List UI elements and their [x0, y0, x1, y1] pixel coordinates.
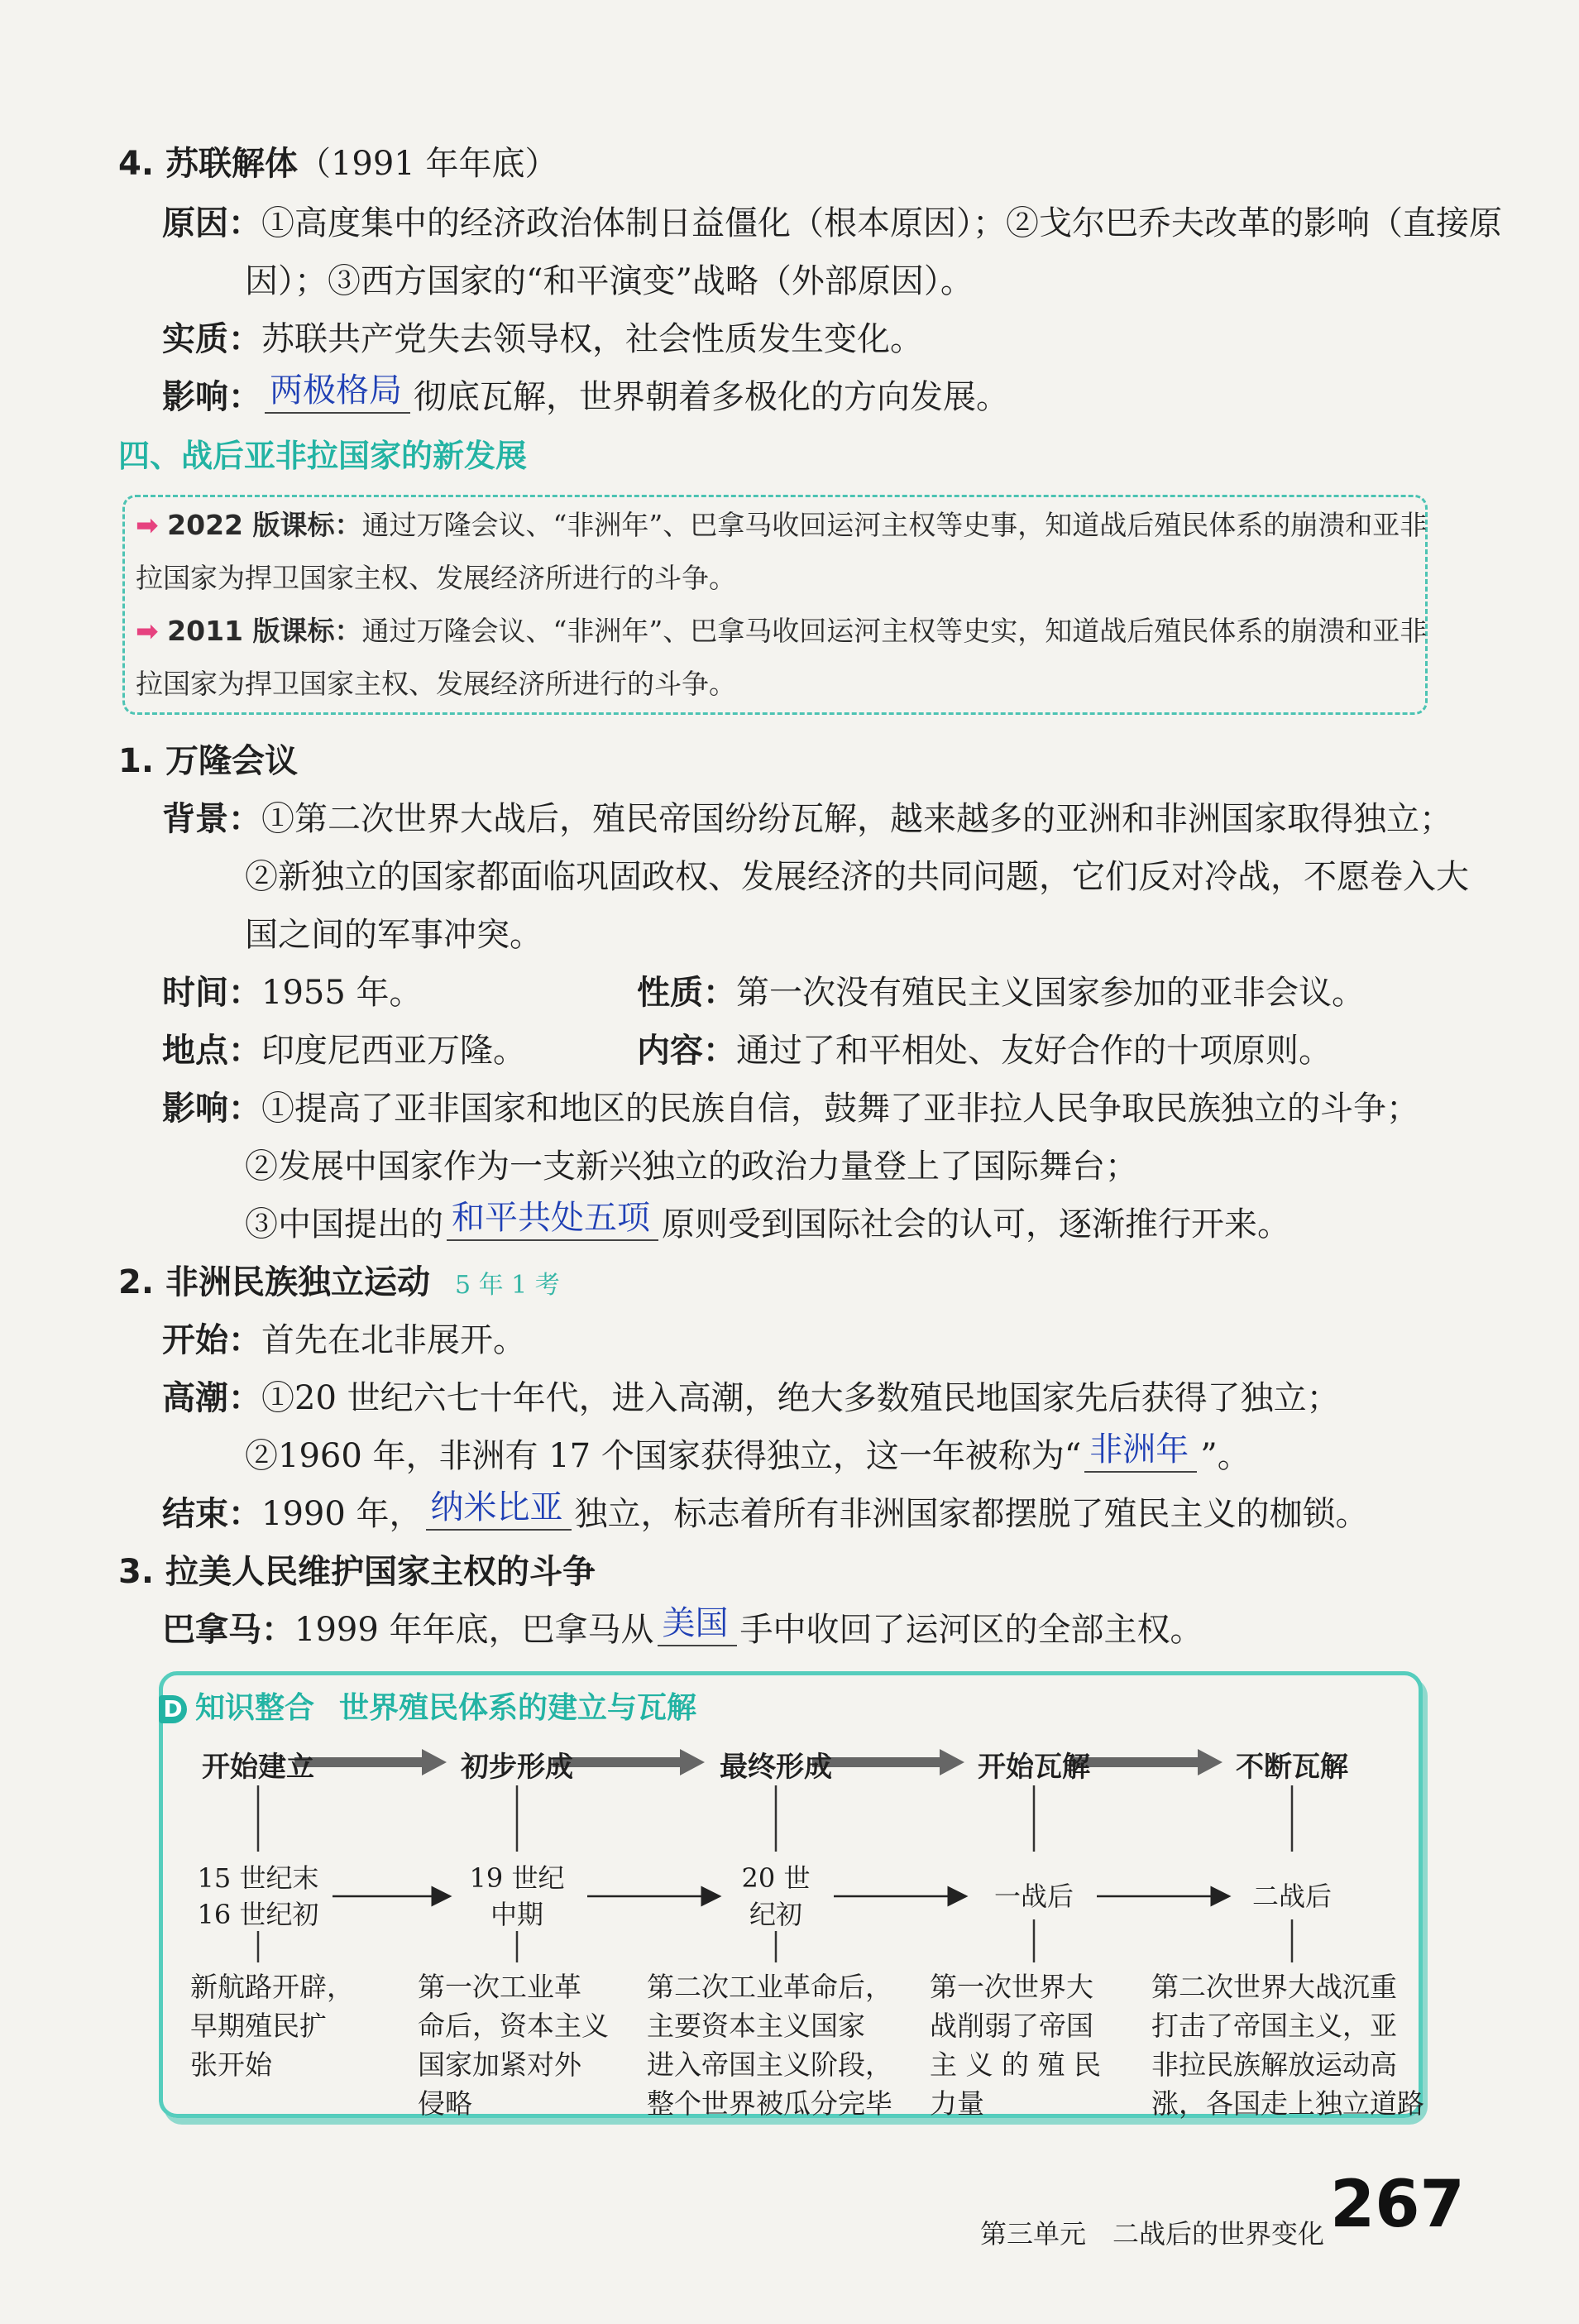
stage-desc-1: [190, 1967, 354, 2084]
s4-heading-note: （1991 年年底）: [297, 145, 558, 183]
s2-end-answer: 纳米比亚: [426, 1486, 572, 1531]
stage-desc-2-line: 侵略: [418, 2087, 472, 2120]
stage-desc-1-line: 张开始: [190, 2048, 272, 2081]
stage-arrow: [812, 1749, 964, 1775]
stage-name-4: 开始瓦解: [978, 1751, 1090, 1784]
stage-desc-4-line: 第一次世界大: [930, 1971, 1093, 2003]
s4-cause-text-1: ①高度集中的经济政治体制日益僵化（根本原因）；②戈尔巴乔夫改革的影响（直接原: [261, 204, 1502, 242]
s2-start-text: 首先在北非展开。: [261, 1321, 526, 1359]
std-2022-text-1: 通过万隆会议、“非洲年”、巴拿马收回运河主权等史事，知道战后殖民体系的崩溃和亚非: [361, 509, 1428, 541]
s1-nature-label: 性质：: [637, 974, 736, 1012]
s3-panama-label: 巴拿马：: [162, 1611, 294, 1649]
std-2011-label: 2011 版课标：: [167, 615, 362, 647]
arrow-right-icon: ➡: [136, 509, 159, 541]
s3-heading: 3. 拉美人民维护国家主权的斗争: [118, 1553, 596, 1591]
s1-impact-text-3-pre: ③中国提出的: [245, 1205, 443, 1243]
stage-desc-3: [647, 1967, 892, 2123]
stage-time-3a: 20 世: [741, 1862, 811, 1894]
s2-climax-text-1: ①20 世纪六七十年代，进入高潮，绝大多数殖民地国家先后获得了独立；: [261, 1379, 1340, 1417]
s4-heading: 4. 苏联解体: [118, 145, 298, 183]
std-2011-text-1: 通过万隆会议、“非洲年”、巴拿马收回运河主权等史实，知道战后殖民体系的崩溃和亚非: [361, 615, 1428, 647]
s4-essence-label: 实质：: [162, 320, 261, 358]
s1-impact-text-2: ②发展中国家作为一支新兴独立的政治力量登上了国际舞台；: [245, 1148, 1138, 1186]
stage-name-5: 不断瓦解: [1236, 1751, 1348, 1784]
stage-desc-3-line: 进入帝国主义阶段，: [647, 2048, 892, 2081]
stage-desc-5-line: 第二次世界大战沉重: [1151, 1971, 1397, 2003]
s1-impact-answer: 和平共处五项: [447, 1196, 658, 1241]
s4-cause-text-2: 因）；③西方国家的“和平演变”战略（外部原因）。: [245, 262, 974, 300]
s2-end-label: 结束：: [162, 1495, 261, 1533]
stage-name-1: 开始建立: [202, 1751, 314, 1784]
s1-time-label: 时间：: [162, 974, 261, 1012]
stage-desc-2-line: 国家加紧对外: [418, 2048, 581, 2081]
s2-end-text-pre: 1990 年，: [261, 1495, 423, 1533]
s3-panama-text-post: 手中收回了运河区的全部主权。: [739, 1611, 1203, 1649]
stage-desc-2: [418, 1967, 609, 2123]
s1-content-label: 内容：: [637, 1032, 736, 1070]
exam-frequency-note: 5 年 1 考: [454, 1271, 560, 1300]
s4-impact-text: 彻底瓦解，世界朝着多极化的方向发展。: [414, 378, 1009, 416]
stage-desc-4: [930, 1967, 1101, 2123]
s3-panama-text-pre: 1999 年年底，巴拿马从: [294, 1611, 654, 1649]
stage-desc-1-line: 早期殖民扩: [190, 2010, 327, 2042]
stage-desc-2-line: 命后，资本主义: [418, 2010, 609, 2042]
stage-time-2: [451, 1860, 583, 1933]
s1-impact-label: 影响：: [162, 1090, 261, 1128]
stage-time-5: [1226, 1878, 1358, 1914]
std-2011-text-2: 拉国家为捍卫国家主权、发展经济所进行的斗争。: [136, 668, 736, 700]
stage-time-5a: 二战后: [1251, 1881, 1332, 1912]
s1-content-text: 通过了和平相处、友好合作的十项原则。: [736, 1032, 1332, 1070]
s1-nature-text: 第一次没有殖民主义国家参加的亚非会议。: [736, 974, 1365, 1012]
stage-time-2a: 19 世纪: [469, 1862, 565, 1894]
s4-essence-text: 苏联共产党失去领导权，社会性质发生变化。: [261, 320, 923, 358]
stage-desc-5-line: 非拉民族解放运动高: [1151, 2048, 1397, 2081]
stage-desc-4-line: 战削弱了帝国: [930, 2010, 1093, 2042]
knowledge-title: 知识整合: [195, 1691, 315, 1725]
s3-panama-answer: 美国: [658, 1602, 737, 1646]
stage-desc-2-line: 第一次工业革: [418, 1971, 581, 2003]
s2-end-text-post: 独立，标志着所有非洲国家都摆脱了殖民主义的枷锁。: [574, 1495, 1369, 1533]
s1-heading: 1. 万隆会议: [118, 742, 298, 780]
s2-climax-label: 高潮：: [162, 1379, 261, 1417]
s4-cause-label: 原因：: [162, 204, 261, 242]
stage-desc-4-line: 主 义 的 殖 民: [930, 2048, 1101, 2081]
s1-impact-text-1: ①提高了亚非国家和地区的民族自信，鼓舞了亚非拉人民争取民族独立的斗争；: [261, 1090, 1419, 1128]
stage-desc-5-line: 打击了帝国主义，亚: [1151, 2010, 1397, 2042]
s4-impact-answer: 两极格局: [265, 369, 410, 414]
s2-climax-text-2-pre: ②1960 年，非洲有 17 个国家获得独立，这一年被称为“: [245, 1437, 1082, 1475]
arrow-right-icon: ➡: [136, 615, 159, 647]
stage-desc-1-line: 新航路开辟，: [190, 1971, 354, 2003]
s2-climax-text-2-post: ”。: [1200, 1437, 1251, 1475]
stage-arrow: [294, 1749, 447, 1775]
section4-title: 四、战后亚非拉国家的新发展: [118, 438, 528, 474]
stage-time-4: [968, 1878, 1100, 1914]
stage-desc-3-line: 主要资本主义国家: [647, 2010, 865, 2042]
s2-climax-answer: 非洲年: [1084, 1428, 1197, 1473]
knowledge-subtitle: 世界殖民体系的建立与瓦解: [339, 1691, 697, 1725]
stage-arrow: [1070, 1749, 1223, 1775]
s1-bg-text-3: 国之间的军事冲突。: [245, 916, 543, 954]
s1-bg-label: 背景：: [162, 800, 261, 838]
s1-time-text: 1955 年。: [261, 974, 423, 1012]
s1-bg-text-2: ②新独立的国家都面临巩固政权、发展经济的共同问题，它们反对冷战，不愿卷入大: [245, 858, 1469, 896]
stage-desc-3-line: 整个世界被瓜分完毕: [647, 2087, 892, 2120]
stage-time-1: [192, 1860, 324, 1933]
stage-desc-3-line: 第二次工业革命后，: [647, 1971, 892, 2003]
s2-start-label: 开始：: [162, 1321, 261, 1359]
std-2022-label: 2022 版课标：: [167, 509, 362, 541]
s1-impact-text-3-post: 原则受到国际社会的认可，逐渐推行开来。: [662, 1205, 1290, 1243]
s1-place-label: 地点：: [162, 1032, 261, 1070]
knowledge-d-icon: D: [159, 1695, 187, 1723]
std-2022-text-2: 拉国家为捍卫国家主权、发展经济所进行的斗争。: [136, 562, 736, 594]
page-number: 267: [1330, 2168, 1465, 2242]
stage-time-1b: 16 世纪初: [197, 1899, 319, 1930]
stage-desc-4-line: 力量: [930, 2087, 984, 2120]
footer-unit-title: 第三单元 二战后的世界变化: [980, 2218, 1325, 2250]
s1-bg-text-1: ①第二次世界大战后，殖民帝国纷纷瓦解，越来越多的亚洲和非洲国家取得独立；: [261, 800, 1452, 838]
s4-impact-label: 影响：: [162, 378, 261, 416]
stage-time-2b: 中期: [490, 1899, 543, 1930]
stage-time-1a: 15 世纪末: [197, 1862, 319, 1894]
stage-name-2: 初步形成: [461, 1751, 573, 1784]
stage-arrow: [553, 1749, 705, 1775]
s1-place-text: 印度尼西亚万隆。: [261, 1032, 526, 1070]
stage-desc-5: [1151, 1967, 1424, 2123]
s2-heading: 2. 非洲民族独立运动: [118, 1263, 430, 1301]
stage-time-3b: 纪初: [749, 1899, 802, 1930]
stage-desc-5-line: 涨，各国走上独立道路: [1151, 2087, 1424, 2120]
stage-name-3: 最终形成: [720, 1751, 832, 1784]
stage-time-4a: 一战后: [993, 1881, 1074, 1912]
stage-time-3: [710, 1860, 842, 1933]
